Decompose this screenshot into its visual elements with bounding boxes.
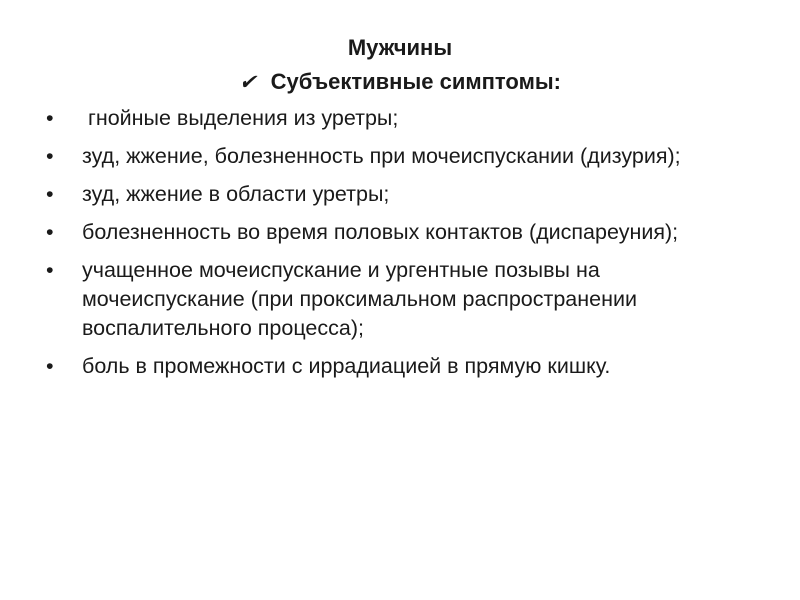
bullet-icon: • — [46, 258, 54, 282]
list-item-text: зуд, жжение, болезненность при мочеиспускании (дизурия); — [82, 144, 681, 168]
list-item — [40, 218, 760, 247]
section-heading-label: Субъективные симптомы: — [270, 69, 561, 94]
bullet-icon: • — [46, 144, 54, 168]
list-item — [40, 104, 760, 133]
bullet-icon: • — [46, 182, 54, 206]
list-item-text: гнойные выделения из уретры; — [82, 106, 399, 130]
checkmark-icon: ✔ — [239, 71, 257, 94]
bullet-icon: • — [46, 220, 54, 244]
slide-title: Мужчины — [347, 35, 453, 60]
list-item — [40, 142, 760, 171]
bullet-icon: • — [46, 106, 54, 130]
list-item-text: учащенное мочеиспускание и ургентные позывы на мочеиспускание (при проксимальном распространении воспалительного процесса); — [82, 258, 637, 340]
list-item-text: зуд, жжение в области уретры; — [82, 182, 390, 206]
list-item-text: болезненность во время половых контактов (диспареуния); — [82, 220, 679, 244]
list-item — [40, 352, 760, 381]
list-item — [40, 256, 760, 343]
list-item-text: боль в промежности с иррадиацией в прямую кишку. — [82, 354, 611, 378]
bullet-icon: • — [46, 354, 54, 378]
symptom-list — [40, 104, 760, 390]
list-item — [40, 180, 760, 209]
section-heading — [0, 68, 800, 97]
